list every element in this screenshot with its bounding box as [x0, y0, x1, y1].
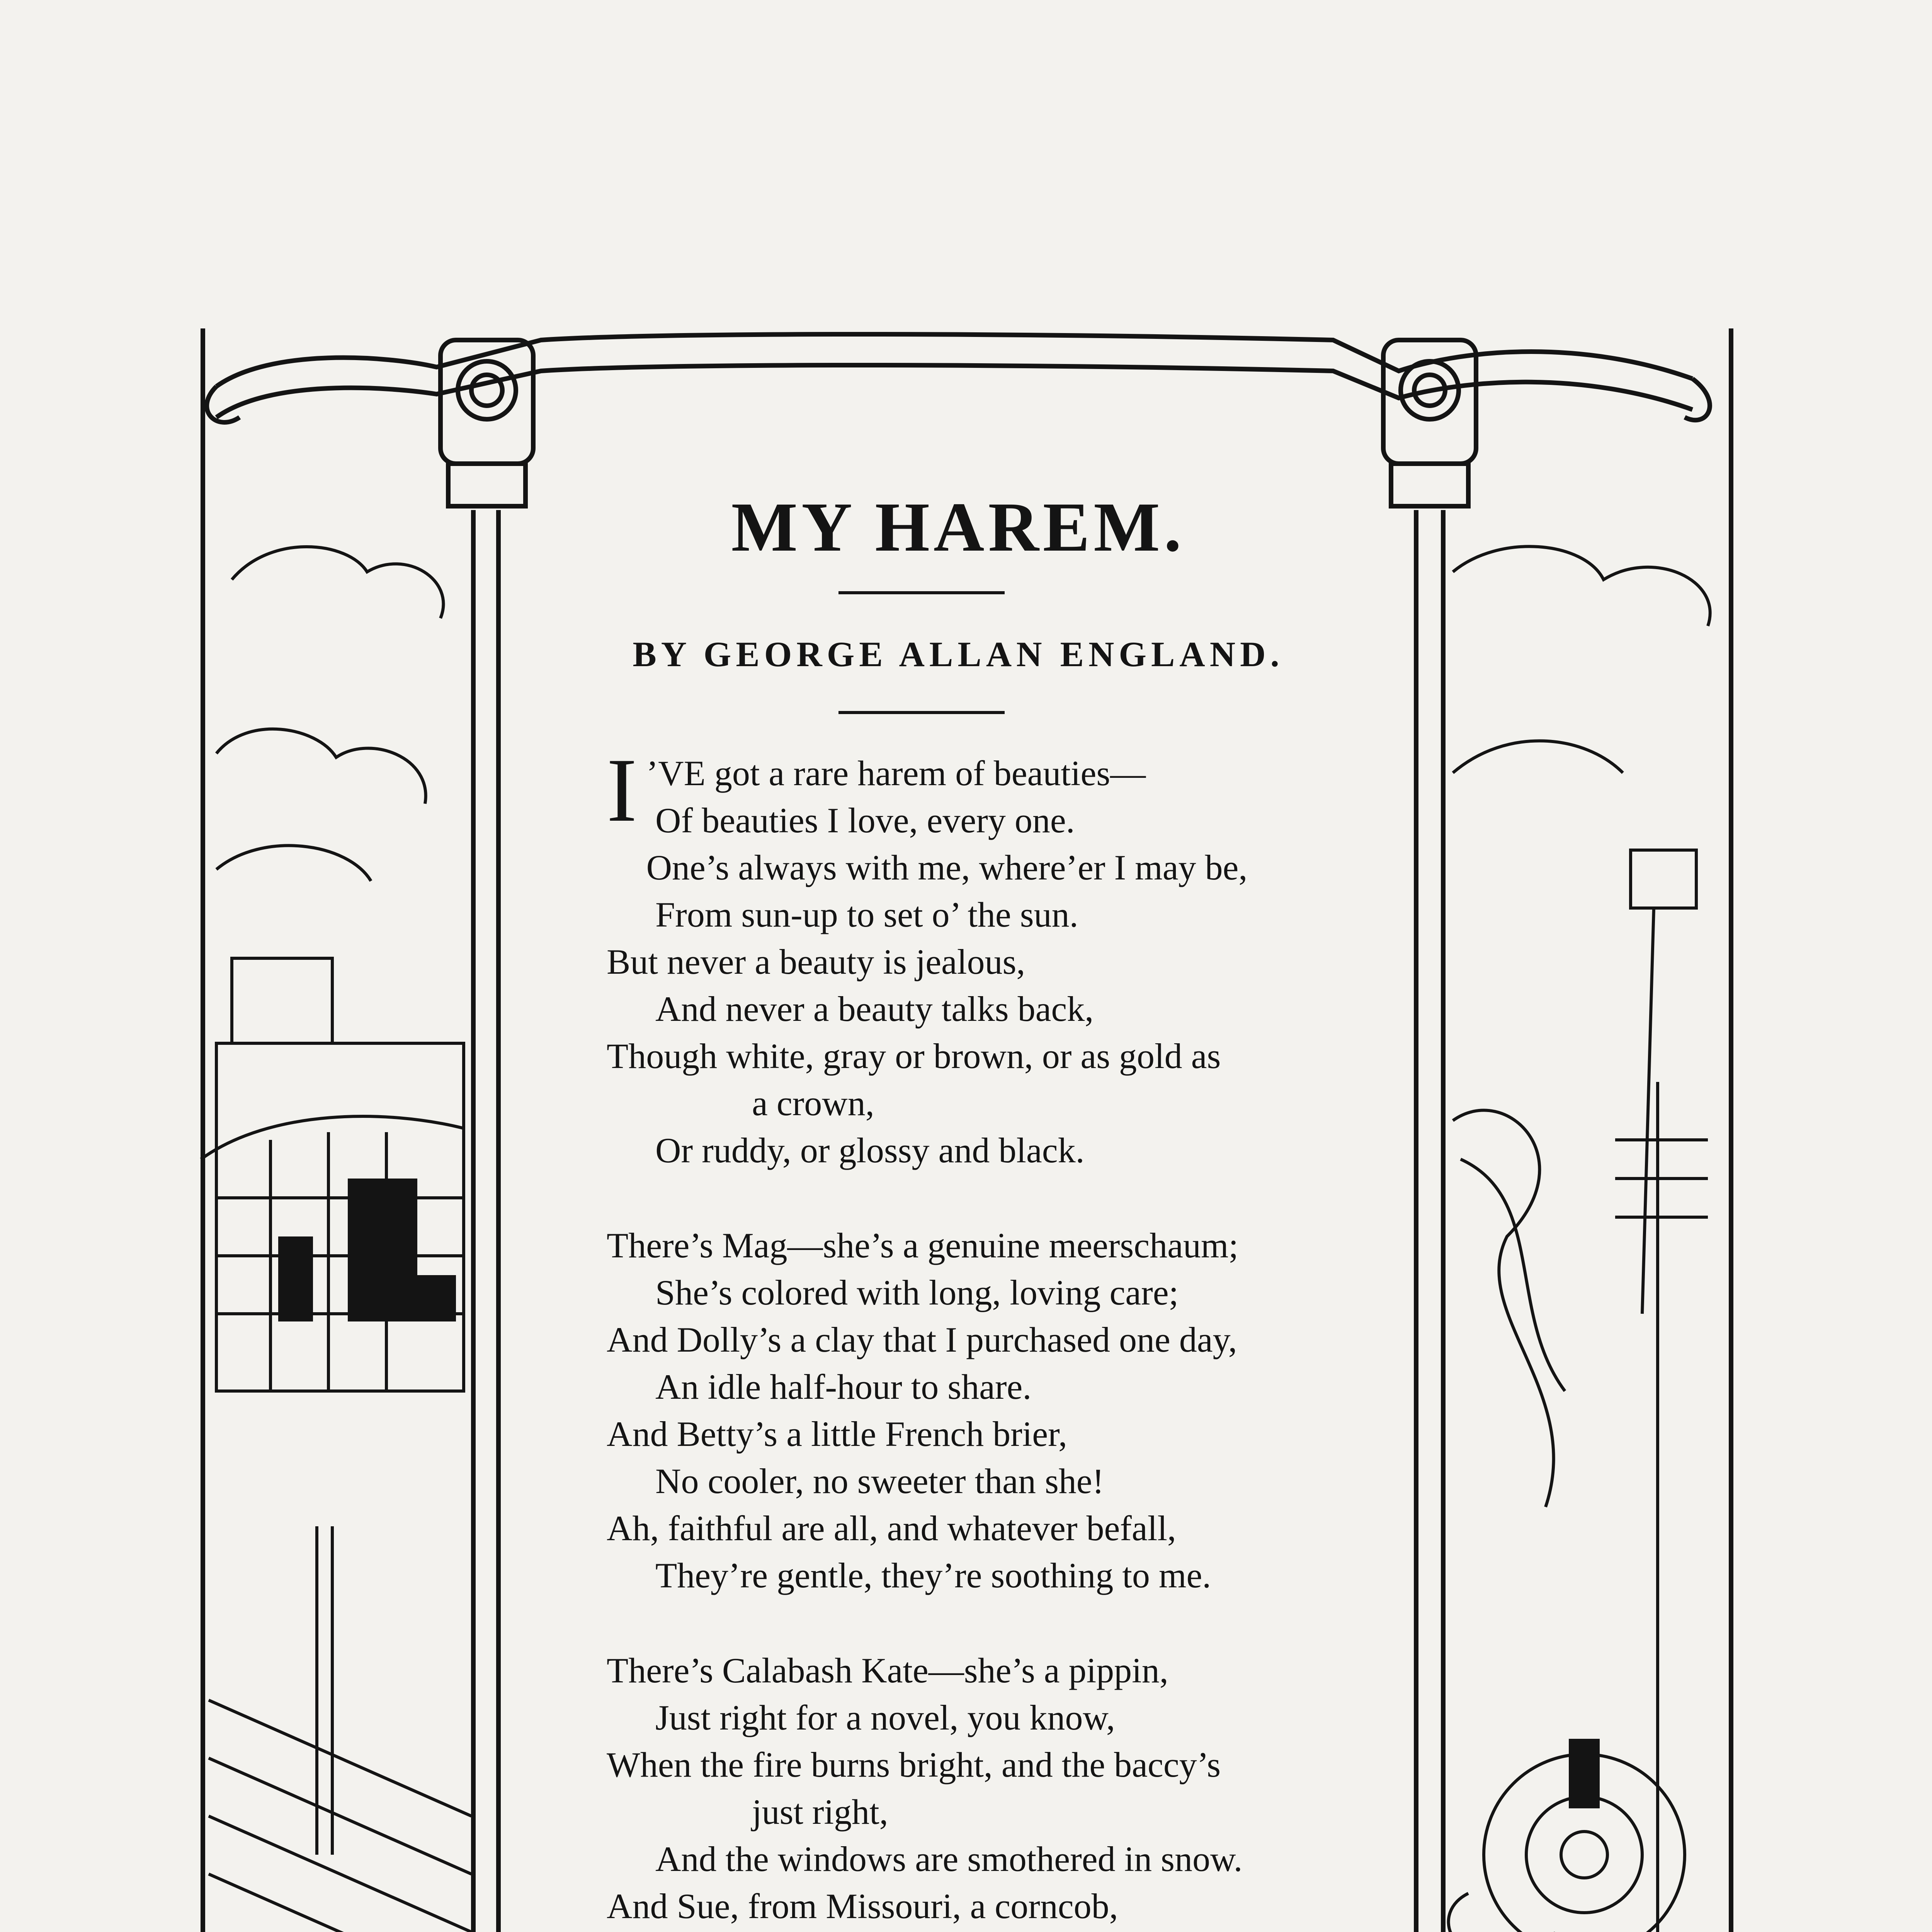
poem-line	[607, 938, 1437, 985]
poem-line	[607, 1741, 1437, 1788]
poem-line	[607, 1363, 1437, 1410]
poem-line-text: And Dolly’s a clay that I purchased one day,	[607, 1320, 1237, 1359]
poem-line	[607, 1788, 1437, 1835]
poem-line-text: And the windows are smothered in snow.	[655, 1839, 1243, 1879]
byline-rule	[838, 711, 1005, 714]
poem-line	[607, 1458, 1437, 1505]
poem-line	[607, 891, 1437, 938]
poem-line-text: Just right for a novel, you know,	[655, 1698, 1115, 1737]
poem-line	[607, 1505, 1437, 1552]
poem-line-text: Though white, gray or brown, or as gold as	[607, 1036, 1221, 1076]
poem-line-text: From sun-up to set o’ the sun.	[655, 895, 1078, 934]
poem-line-text: Ah, faithful are all, and whatever befall,	[607, 1509, 1176, 1548]
stanza	[607, 1647, 1437, 1932]
poem-line-text: She’s colored with long, loving care;	[655, 1273, 1179, 1312]
title-rule	[838, 591, 1005, 594]
poem-line	[607, 1647, 1437, 1694]
poem-line	[607, 1080, 1437, 1127]
poem-line	[607, 1269, 1437, 1316]
poem-line-text: An idle half-hour to share.	[655, 1367, 1032, 1406]
stanza	[607, 1222, 1437, 1599]
poem-line-text: ’VE got a rare harem of beauties—	[646, 753, 1146, 793]
poem-line	[607, 985, 1437, 1032]
poem-line-text: Of beauties I love, every one.	[655, 801, 1075, 840]
poem-line-text: a crown,	[752, 1083, 874, 1123]
poem-line	[607, 1316, 1437, 1363]
drop-cap: I	[607, 740, 637, 841]
poem-line-text: But never a beauty is jealous,	[607, 942, 1026, 981]
poem-line	[607, 844, 1437, 891]
stanza	[607, 740, 1437, 1174]
poem-line-text: And never a beauty talks back,	[655, 989, 1094, 1029]
poem-line-text: One’s always with me, where’er I may be,	[646, 848, 1248, 887]
poem-line-text: No cooler, no sweeter than she!	[655, 1461, 1104, 1501]
poem-line	[607, 1410, 1437, 1458]
byline: BY GEORGE ALLAN ENGLAND.	[633, 634, 1284, 674]
poem-line-text: They’re gentle, they’re soothing to me.	[655, 1556, 1211, 1595]
poem-line-text: When the fire burns bright, and the baccy’s	[607, 1745, 1221, 1784]
poem-line-text: just right,	[752, 1792, 888, 1832]
poem-body	[607, 740, 1437, 1932]
poem-line	[607, 1694, 1437, 1741]
poem-line	[607, 1930, 1437, 1932]
poem-panel	[502, 479, 1414, 1932]
poem-line	[607, 1222, 1437, 1269]
poem-line-text: And Sue, from Missouri, a corncob,	[607, 1886, 1118, 1926]
poem-line-text: There’s Mag—she’s a genuine meerschaum;	[607, 1226, 1239, 1265]
poem-line-text: Or ruddy, or glossy and black.	[655, 1131, 1085, 1170]
poem-line	[607, 797, 1437, 844]
poem-line-text: There’s Calabash Kate—she’s a pippin,	[607, 1651, 1168, 1690]
page-title: MY HAREM.	[731, 488, 1185, 566]
poem-line	[607, 1552, 1437, 1599]
poem-line	[607, 1127, 1437, 1174]
poem-line	[607, 1835, 1437, 1883]
poem-line	[607, 1032, 1437, 1080]
poem-line	[607, 1883, 1437, 1930]
poem-line-text: And Betty’s a little French brier,	[607, 1414, 1068, 1454]
